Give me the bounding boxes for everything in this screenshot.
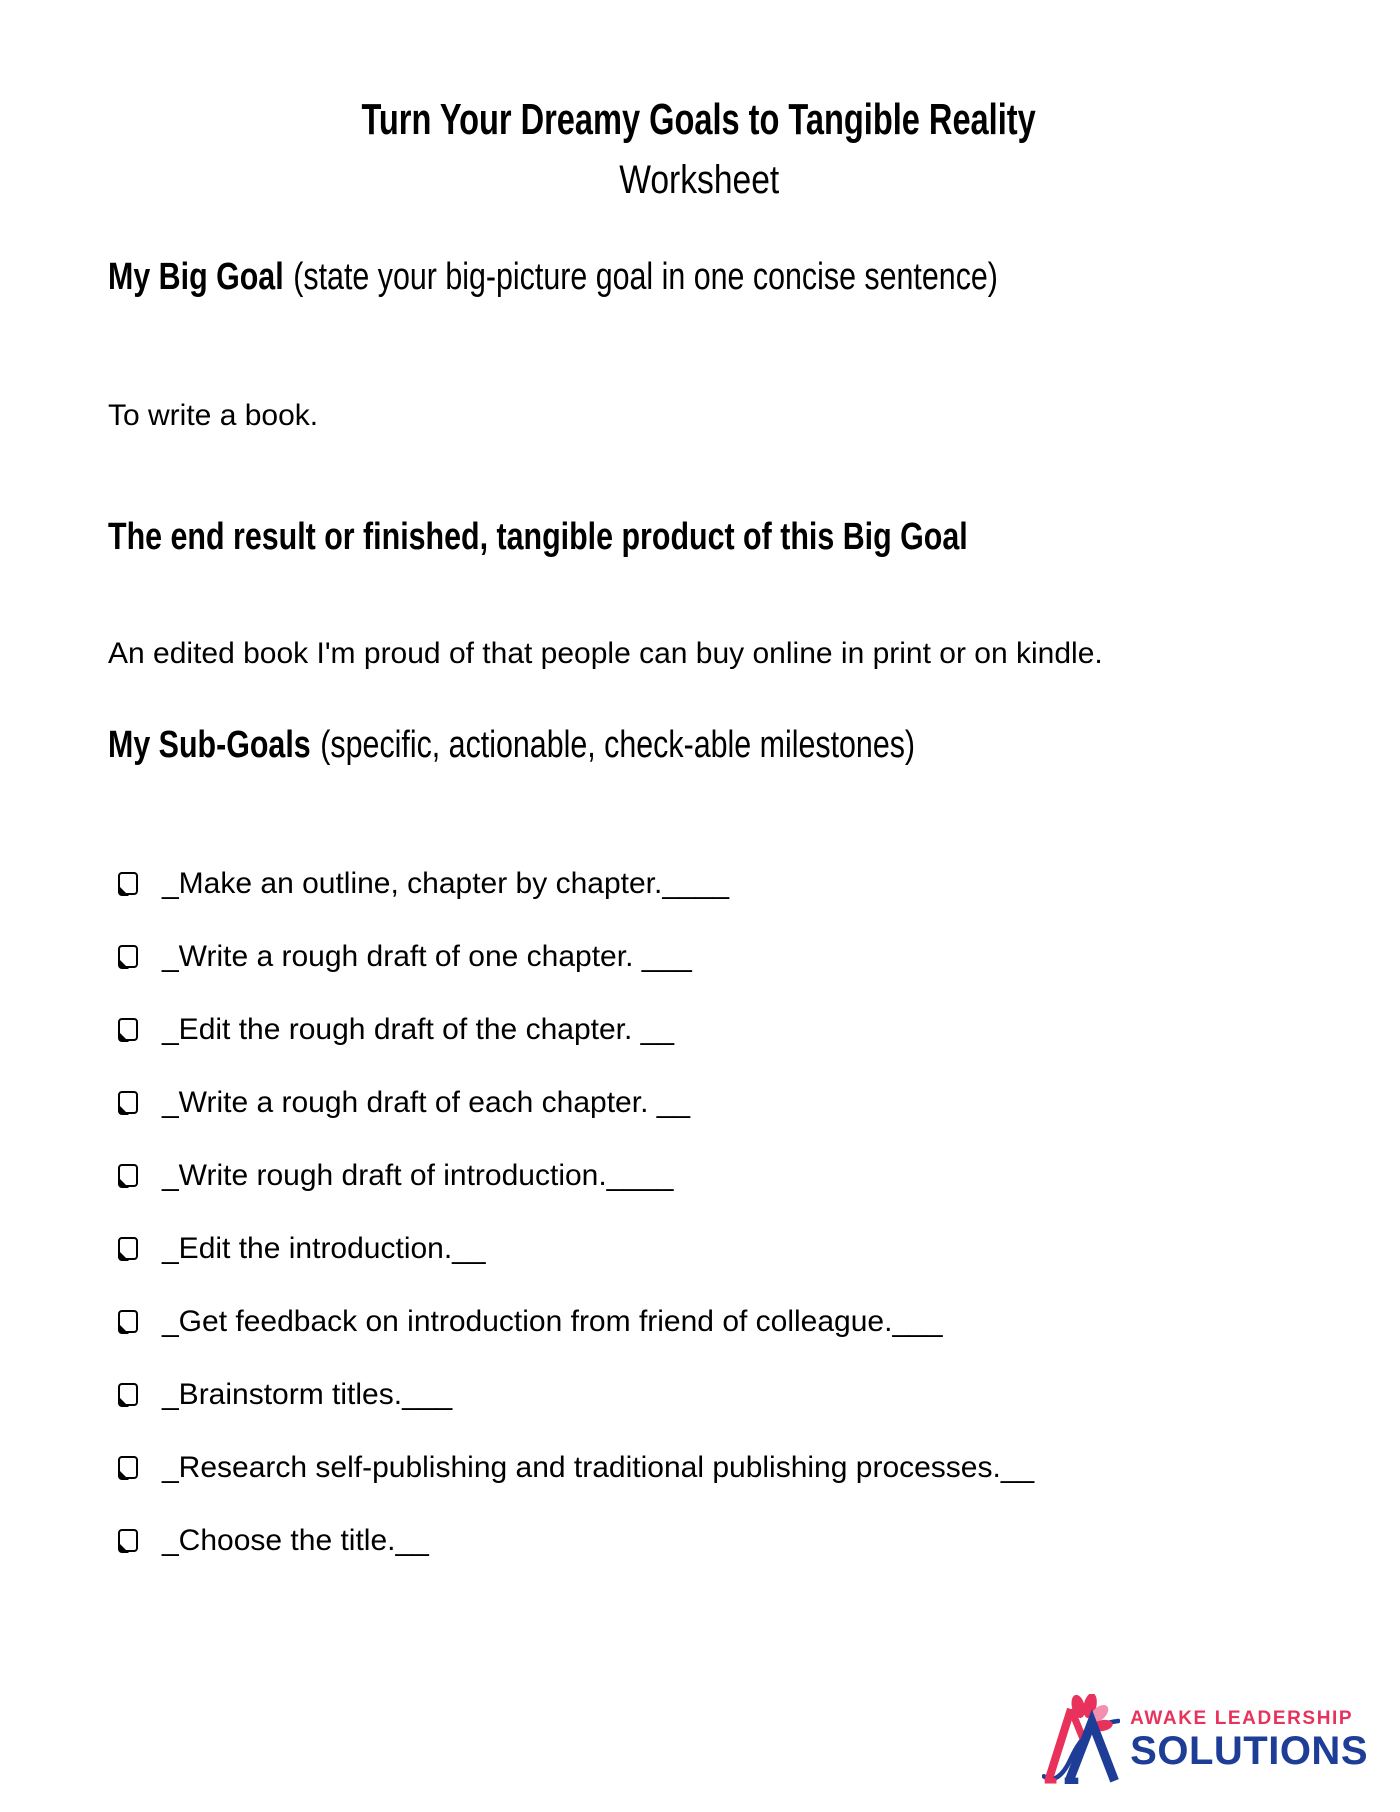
checkbox-icon: [118, 1456, 138, 1479]
list-item-label: _Research self-publishing and traditional publishing processes.__: [162, 1451, 1035, 1484]
awake-leadership-logo: [1042, 1694, 1368, 1786]
list-item: [118, 1523, 1290, 1559]
end-result-label: The end result or finished, tangible product of this Big Goal: [108, 516, 968, 558]
list-item: [118, 1304, 1290, 1340]
checkbox-icon: [118, 1164, 138, 1187]
checkbox-icon: [118, 1383, 138, 1406]
checkbox-icon: [118, 1310, 138, 1333]
sub-goals-hint: (specific, actionable, check-able milestones): [320, 724, 916, 766]
list-item-label: _Get feedback on introduction from friend of colleague.___: [162, 1305, 943, 1338]
big-goal-answer: To write a book.: [108, 399, 319, 432]
logo-line2: SOLUTIONS: [1130, 1729, 1368, 1773]
list-item: [118, 1012, 1290, 1048]
list-item: [118, 1450, 1290, 1486]
list-item-label: _Brainstorm titles.___: [162, 1378, 453, 1411]
list-item-label: _Choose the title.__: [162, 1524, 429, 1557]
list-item-label: _Make an outline, chapter by chapter.____: [162, 867, 730, 900]
page-title-text: Turn Your Dreamy Goals to Tangible Reality: [361, 95, 1037, 144]
list-item: [118, 866, 1290, 902]
checkbox-icon: [118, 1018, 138, 1041]
list-item-label: _Write rough draft of introduction.____: [162, 1159, 674, 1192]
end-result-answer: An edited book I'm proud of that people can buy online in print or on kindle.: [108, 637, 1103, 670]
logo-text: [1130, 1708, 1368, 1772]
big-goal-heading: [108, 256, 1290, 298]
sub-goals-checklist: [108, 866, 1290, 1559]
list-item: [118, 1231, 1290, 1267]
end-result-heading: [108, 516, 1290, 558]
list-item-label: _Write a rough draft of one chapter. ___: [162, 940, 692, 973]
big-goal-label: My Big Goal: [108, 256, 284, 298]
list-item: [118, 1377, 1290, 1413]
big-goal-hint: (state your big-picture goal in one concise sentence): [293, 256, 998, 298]
page-title: [108, 96, 1290, 144]
checkbox-icon: [118, 872, 138, 895]
list-item: [118, 939, 1290, 975]
checkbox-icon: [118, 1529, 138, 1552]
page-subtitle: [108, 158, 1290, 202]
list-item-label: _Write a rough draft of each chapter. __: [162, 1086, 691, 1119]
list-item: [118, 1158, 1290, 1194]
sub-goals-label: My Sub-Goals: [108, 724, 311, 766]
checkbox-icon: [118, 1091, 138, 1114]
list-item-label: _Edit the rough draft of the chapter. __: [162, 1013, 675, 1046]
page-subtitle-text: Worksheet: [619, 158, 779, 202]
list-item-label: _Edit the introduction.__: [162, 1232, 486, 1265]
worksheet-content: [0, 96, 1400, 1559]
logo-line1: AWAKE LEADERSHIP: [1130, 1708, 1354, 1729]
checkbox-icon: [118, 1237, 138, 1260]
logo-mark-icon: [1042, 1694, 1120, 1786]
list-item: [118, 1085, 1290, 1121]
checkbox-icon: [118, 945, 138, 968]
sub-goals-heading: [108, 724, 1290, 766]
